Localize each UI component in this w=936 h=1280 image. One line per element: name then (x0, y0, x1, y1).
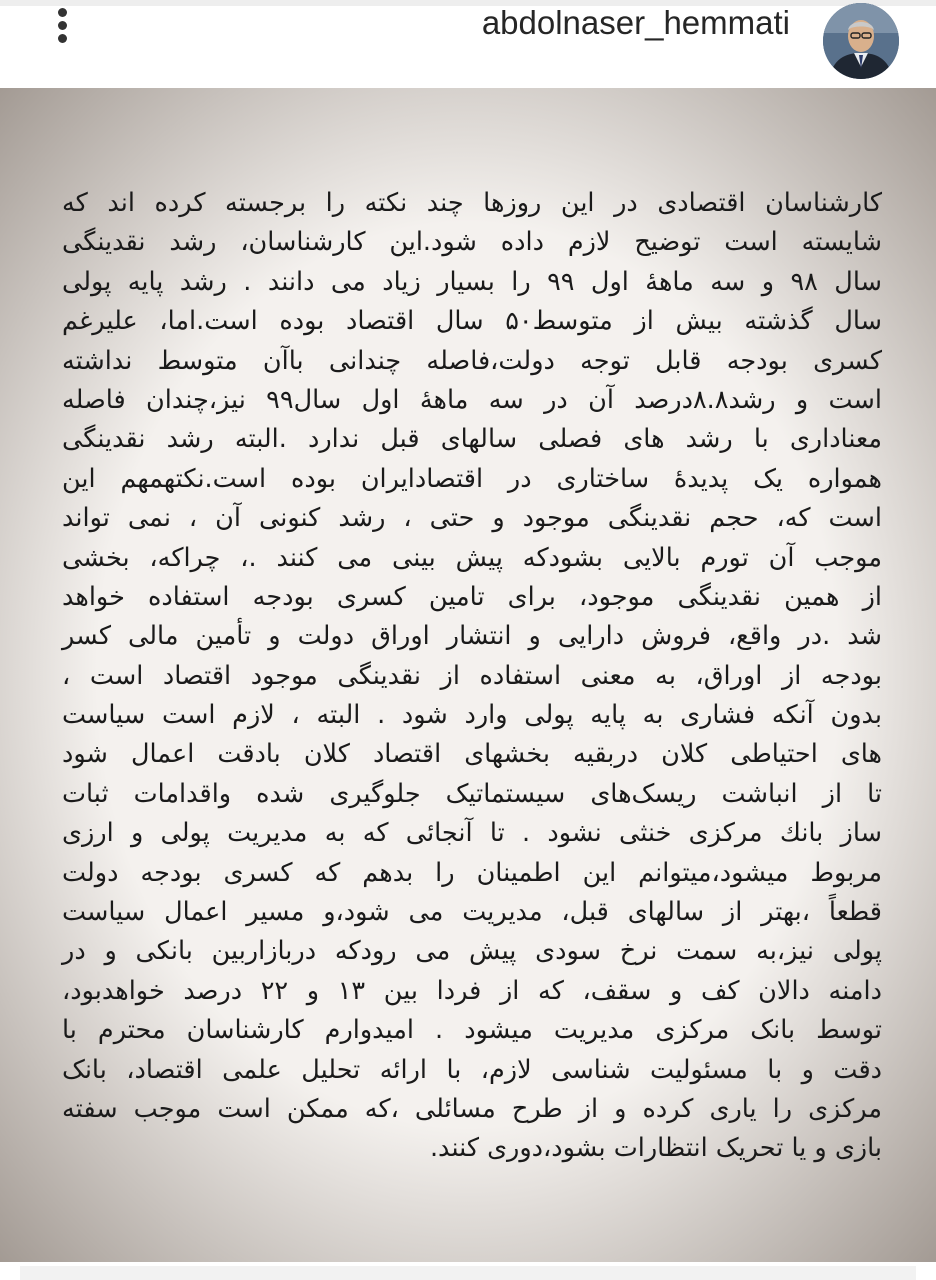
next-post-edge (20, 1266, 916, 1280)
text-line: بازی و یا تحریک انتظارات بشود،دوری کنند. (429, 1133, 882, 1164)
top-divider (0, 0, 936, 6)
dot (58, 8, 67, 17)
text-line: سال ۹۸ و سه ماههٔ اول ۹۹ را بسیار زیاد می دانند . رشد پایه پولی (62, 266, 882, 297)
text-line: توسط بانک مرکزی مدیریت میشود . امیدوارم کارشناسان محترم با (62, 1015, 882, 1046)
text-line: ساز بانك مرکزی خنثی نشود . تا آنجائی که به مدیریت پولی و ارزی (62, 818, 882, 849)
text-line: شد .در واقع، فروش دارایی و انتشار اوراق دولت و تأمین مالی کسر (62, 621, 882, 652)
post-header (0, 0, 936, 88)
text-line: مربوط میشود،میتوانم این اطمینان را بدهم که کسری بودجه دولت (62, 857, 882, 888)
more-options-icon[interactable] (50, 6, 76, 46)
text-line: دقت و با مسئولیت شناسی لازم، با ارائه تحلیل علمی اقتصاد، بانک (62, 1054, 882, 1085)
text-line: از همین نقدینگی موجود، برای تامین کسری بودجه استفاده خواهد (62, 581, 882, 612)
avatar-photo (823, 3, 899, 79)
post-image (0, 88, 936, 1262)
text-line: دامنه دالان کف و سقف، که از فردا بین ۱۳ و ۲۲ درصد خواهدبود، (62, 975, 882, 1006)
text-line: مرکزی را یاری کرده و از طرح مسائلی ،که ممکن است موجب سفته (62, 1093, 882, 1124)
text-line: است که، حجم نقدینگی موجود و حتی ، رشد کنونی آن ، نمی تواند (62, 503, 882, 534)
text-line: سال گذشته بیش از متوسط۵۰ سال اقتصاد بوده است.اما، علیرغم (62, 306, 882, 337)
text-line: تا از انباشت ریسک‌های سیستماتیک جلوگیری شده واقدامات ثبات (62, 778, 882, 809)
text-line: قطعاً ،بهتر از سالهای قبل، مدیریت می شود،و مسیر اعمال سیاست (62, 897, 882, 928)
post-username[interactable]: abdolnaser_hemmati (481, 4, 790, 41)
post-text (62, 184, 882, 1169)
dot (58, 34, 67, 43)
text-line: کسری بودجه قابل توجه دولت،فاصله چندانی باآن متوسط نداشته (62, 345, 882, 376)
text-line: موجب آن تورم بالایی بشودکه پیش بینی می کنند .، چراکه، بخشی (62, 542, 882, 573)
text-line: بودجه از اوراق، به معنی استفاده از نقدینگی موجود اقتصاد است ، (62, 660, 882, 691)
text-line: همواره یک پدیدهٔ ساختاری در اقتصادایران بوده است.نکتهمهم این (62, 463, 882, 494)
text-line: است و رشد۸.۸درصد آن در سه ماههٔ اول سال۹۹ نیز،چندان فاصله (62, 384, 882, 415)
text-line: بدون آنکه فشاری به پایه پولی وارد شود . البته ، لازم است سیاست (62, 700, 882, 731)
bottom-divider (0, 1262, 936, 1280)
dot (58, 21, 67, 30)
text-line: های احتیاطی کلان دربقیه بخشهای اقتصاد کلان بادقت اعمال شود (62, 739, 882, 770)
profile-avatar[interactable] (823, 3, 899, 79)
text-line: کارشناسان اقتصادی در این روزها چند نکته را برجسته کرده اند که (62, 188, 882, 218)
text-line: معناداری با رشد های فصلی سالهای قبل ندارد .البته رشد نقدینگی (62, 424, 882, 455)
text-line: شایسته است توضیح لازم داده شود.این کارشناسان، رشد نقدینگی (62, 227, 882, 258)
text-line: پولی نیز،به سمت نرخ سودی پیش می رودکه دربازاربین بانکی و در (62, 936, 882, 967)
